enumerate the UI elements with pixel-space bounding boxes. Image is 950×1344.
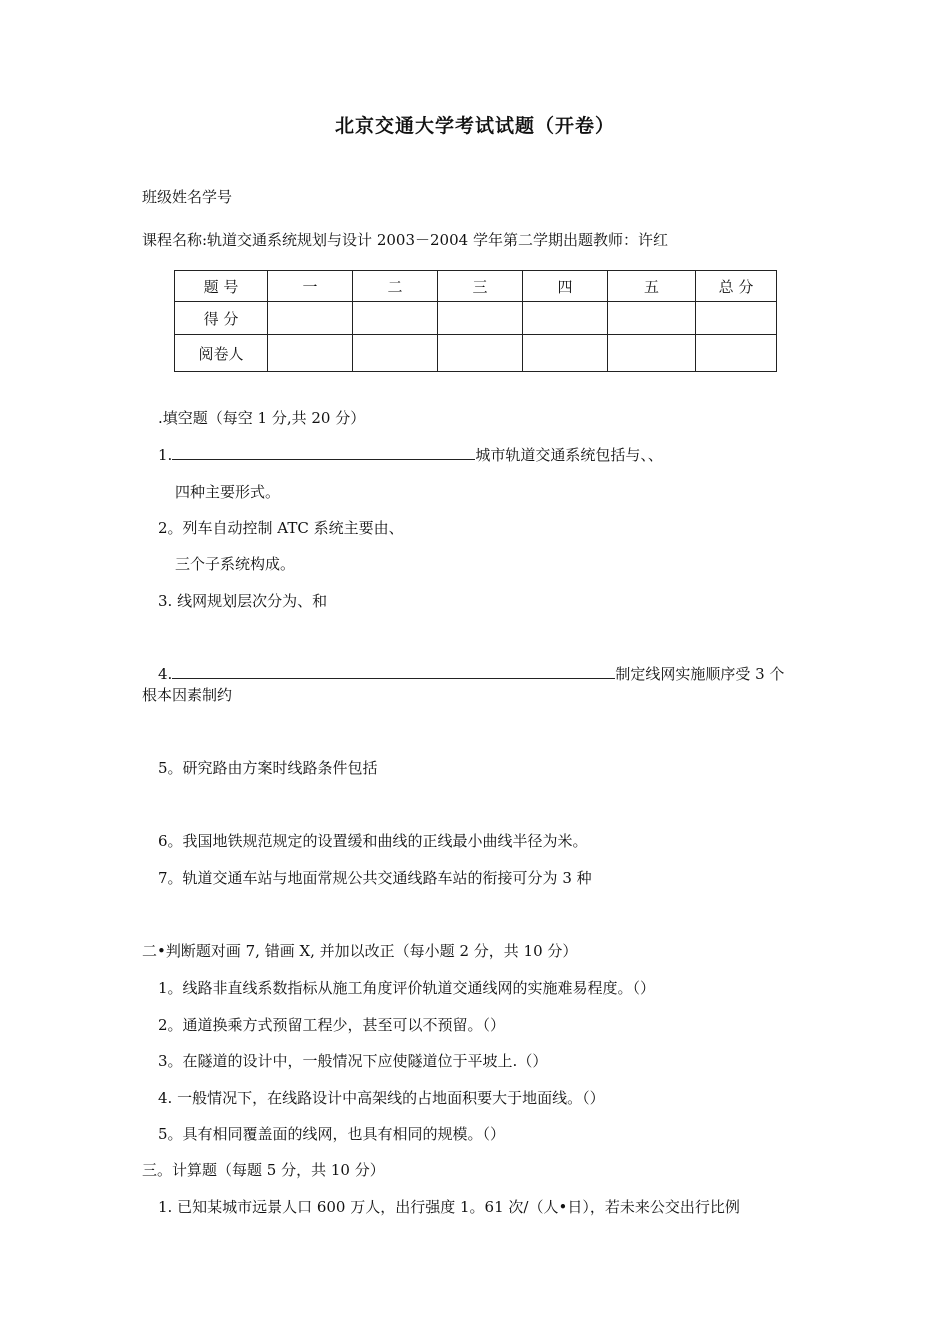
score-table-score-row — [175, 302, 777, 335]
reviewer-cell — [438, 335, 523, 372]
student-info-line: 班级姓名学号 — [142, 188, 233, 206]
reviewer-cell — [523, 335, 608, 372]
judgment-item: 5。具有相同覆盖面的线网，也具有相同的规模。（） — [158, 1125, 506, 1143]
question-1-1 — [158, 444, 663, 465]
question-1-7: 7。轨道交通车站与地面常规公共交通线路车站的衔接可分为 3 种 — [158, 869, 592, 887]
score-table-header-cell: 题 号 — [175, 271, 268, 302]
section1-heading: .填空题（每空 1 分,共 20 分） — [158, 409, 366, 427]
score-cell — [438, 302, 523, 335]
score-cell — [696, 302, 777, 335]
section3-heading: 三。计算题（每题 5 分，共 10 分） — [142, 1161, 385, 1179]
question-1-5: 5。研究路由方案时线路条件包括 — [158, 759, 378, 777]
score-cell — [268, 302, 353, 335]
reviewer-cell — [608, 335, 696, 372]
question-1-4-continuation: 根本因素制约 — [142, 686, 233, 704]
question-1-6: 6。我国地铁规范规定的设置缓和曲线的正线最小曲线半径为米。 — [158, 832, 588, 850]
answer-blank — [172, 664, 615, 679]
score-table-header-cell: 总 分 — [696, 271, 777, 302]
reviewer-cell — [353, 335, 438, 372]
score-table — [174, 270, 777, 372]
question-text: 制定线网实施顺序受 3 个 — [615, 665, 785, 683]
score-table-header-row — [175, 271, 777, 302]
score-cell — [608, 302, 696, 335]
score-cell — [353, 302, 438, 335]
question-1-2-continuation: 三个子系统构成。 — [175, 555, 296, 573]
question-text: 城市轨道交通系统包括与、、 — [475, 446, 663, 464]
answer-blank — [172, 445, 475, 460]
page-title: 北京交通大学考试试题（开卷） — [334, 115, 615, 137]
reviewer-cell — [268, 335, 353, 372]
question-1-4 — [158, 663, 784, 684]
section2-heading: 二•判断题对画 7, 错画 X, 并加以改正（每小题 2 分，共 10 分） — [142, 942, 578, 960]
question-1-2: 2。列车自动控制 ATC 系统主要由、 — [158, 519, 404, 537]
score-cell — [523, 302, 608, 335]
judgment-item: 4. 一般情况下，在线路设计中高架线的占地面积要大于地面线。（） — [158, 1089, 605, 1107]
question-number: 1. — [158, 446, 173, 464]
score-table-header-cell: 三 — [438, 271, 523, 302]
score-table-reviewer-row — [175, 335, 777, 372]
course-info-line: 课程名称:轨道交通系统规划与设计 2003－2004 学年第二学期出题教师：许红 — [142, 231, 668, 249]
question-1-3: 3. 线网规划层次分为、和 — [158, 592, 328, 610]
score-row-label: 得 分 — [175, 302, 268, 335]
calculation-item: 1. 已知某城市远景人口 600 万人，出行强度 1。61 次/（人•日），若未来公交出行比例 — [158, 1198, 740, 1216]
score-table-header-cell: 一 — [268, 271, 353, 302]
score-table-header-cell: 四 — [523, 271, 608, 302]
judgment-item: 2。通道换乘方式预留工程少，甚至可以不预留。（） — [158, 1016, 506, 1034]
question-1-1-continuation: 四种主要形式。 — [175, 483, 281, 501]
judgment-item: 3。在隧道的设计中，一般情况下应使隧道位于平坡上.（） — [158, 1052, 548, 1070]
question-number: 4. — [158, 665, 173, 683]
reviewer-cell — [696, 335, 777, 372]
reviewer-row-label: 阅卷人 — [175, 335, 268, 372]
score-table-header-cell: 五 — [608, 271, 696, 302]
judgment-item: 1。线路非直线系数指标从施工角度评价轨道交通线网的实施难易程度。（） — [158, 979, 656, 997]
score-table-header-cell: 二 — [353, 271, 438, 302]
